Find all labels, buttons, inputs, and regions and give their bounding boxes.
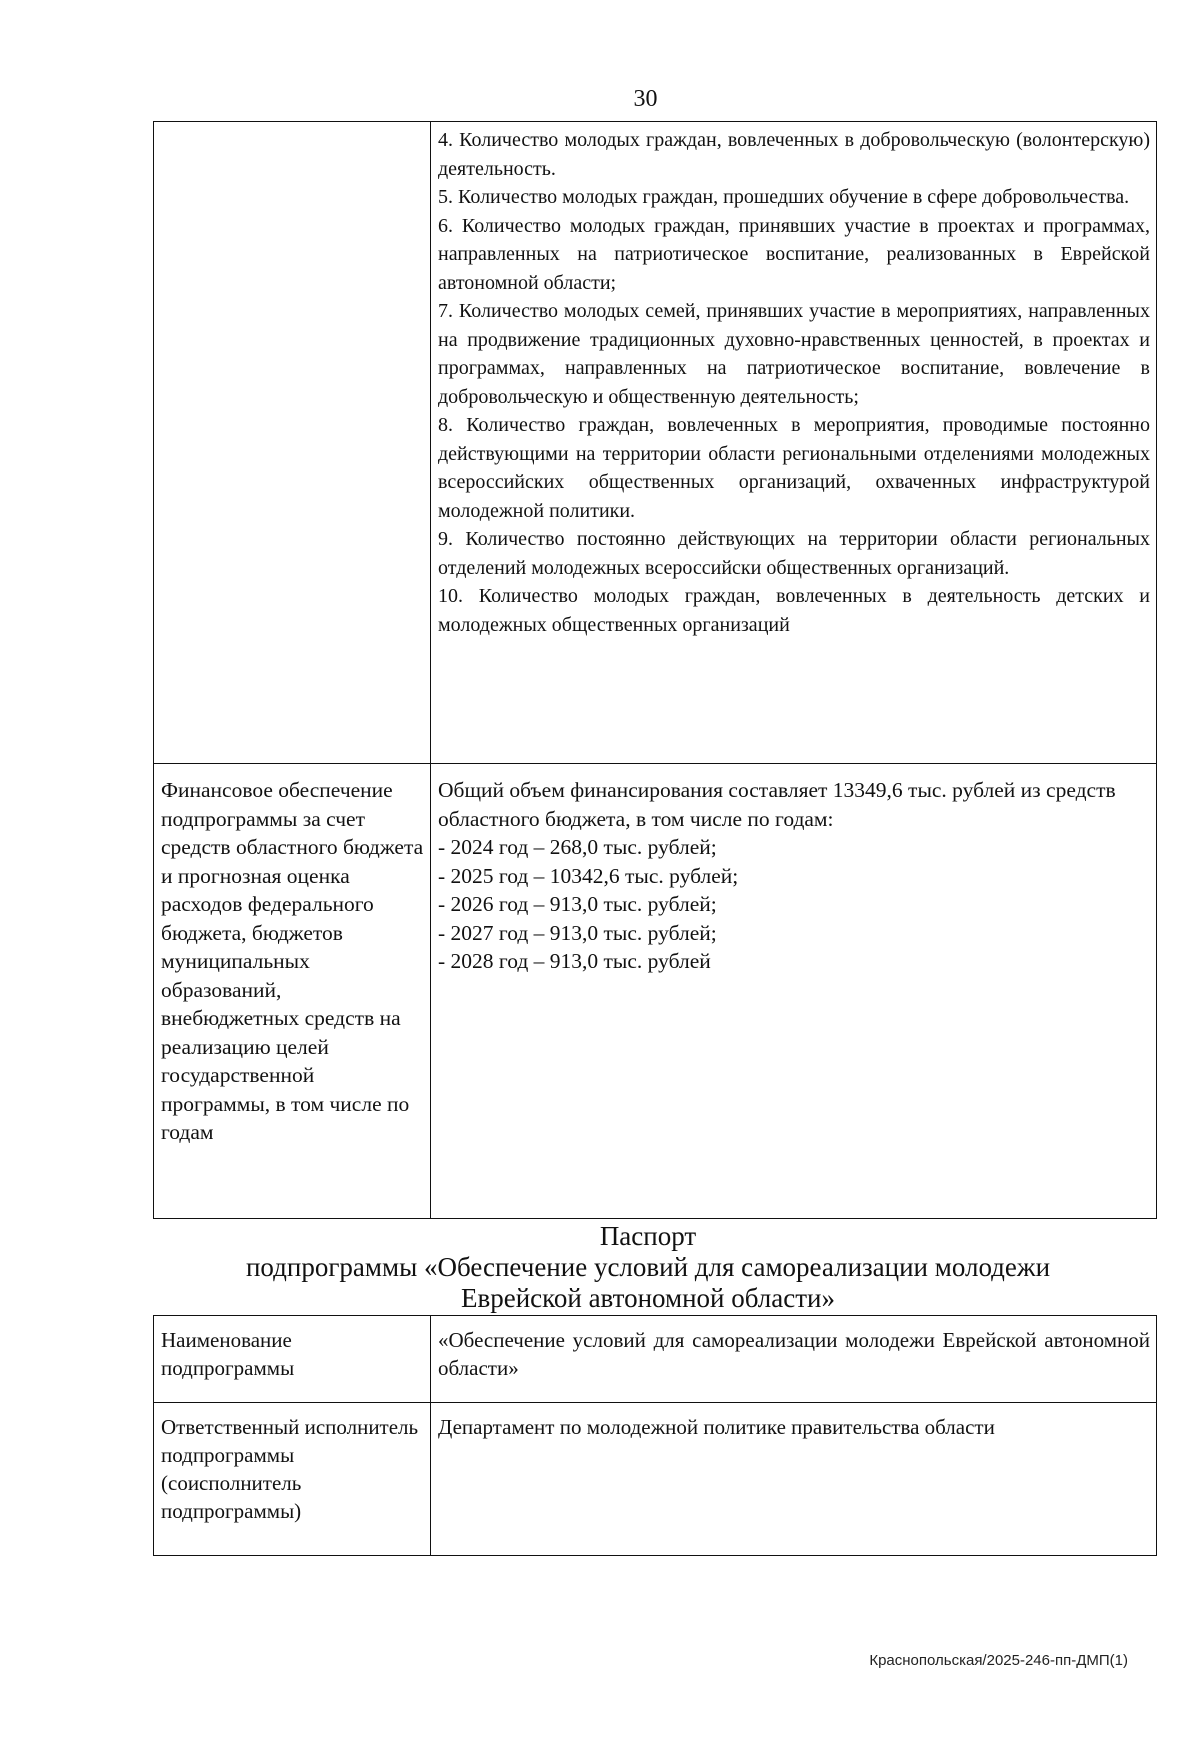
finance-year-2028: - 2028 год – 913,0 тыс. рублей bbox=[438, 949, 711, 973]
finance-intro: Общий объем финансирования составляет 13349,6 тыс. рублей из средств областного бюджета, в том числе по годам: bbox=[438, 778, 1116, 831]
finance-row bbox=[154, 764, 1157, 1219]
indicator-item: 7. Количество молодых семей, принявших участие в мероприятиях, направленных на продвижение традиционных духовно-нравственных ценностей, в проектах и программах, направленных на патриотическое воспитание, вовлечение в добровольческую и общественную деятельность; bbox=[438, 300, 1150, 408]
indicator-item: 10. Количество молодых граждан, вовлеченных в деятельность детских и молодежных общественных организаций bbox=[438, 585, 1150, 636]
indicator-item: 8. Количество граждан, вовлеченных в мероприятия, проводимые постоянно действующими на территории области региональными отделениями молодежных всероссийских общественных организаций, охваченных инфраструктурой молодежной политики. bbox=[438, 414, 1150, 522]
finance-year-2027: - 2027 год – 913,0 тыс. рублей; bbox=[438, 920, 717, 945]
finance-year-2024: - 2024 год – 268,0 тыс. рублей; bbox=[438, 835, 717, 859]
indicators-row bbox=[154, 122, 1157, 764]
indicator-item: 9. Количество постоянно действующих на территории области региональных отделений молодежных всероссийски общественных организаций. bbox=[438, 528, 1150, 579]
subprogram-passport-table bbox=[153, 1315, 1157, 1556]
responsible-label: Ответственный исполнитель подпрограммы (соисполнитель подпрограммы) bbox=[154, 1403, 431, 1556]
responsible-value: Департамент по молодежной политике правительства области bbox=[431, 1403, 1157, 1556]
subprogram-passport-table-continued bbox=[153, 121, 1157, 1219]
name-value: «Обеспечение условий для самореализации молодежи Еврейской автономной области» bbox=[431, 1316, 1157, 1403]
passport-heading bbox=[153, 1221, 1143, 1314]
name-label: Наименование подпрограммы bbox=[154, 1316, 431, 1403]
passport-title: Паспорт bbox=[599, 1221, 697, 1251]
finance-value bbox=[431, 764, 1157, 1219]
name-row bbox=[154, 1316, 1157, 1403]
passport-subtitle-line2: Еврейской автономной области» bbox=[460, 1283, 836, 1313]
finance-year-2025: - 2025 год – 10342,6 тыс. рублей; bbox=[438, 863, 739, 888]
passport-subtitle-line1: подпрограммы «Обеспечение условий для самореализации молодежи bbox=[245, 1252, 1051, 1282]
document-footer-code: Краснопольская/2025-246-пп-ДМП(1) bbox=[869, 1652, 1128, 1669]
finance-year-2026: - 2026 год – 913,0 тыс. рублей; bbox=[438, 892, 717, 916]
indicators-label-cell bbox=[154, 122, 431, 764]
finance-label: Финансовое обеспечение подпрограммы за счет средств областного бюджета и прогнозная оценка расходов федерального бюджета, бюджетов муниципальных образований, внебюджетных средств на реализацию целей государственной программы, в том числе по годам bbox=[154, 764, 431, 1219]
indicators-list-cell bbox=[431, 122, 1157, 764]
page-number: 30 bbox=[633, 86, 658, 112]
indicator-item: 5. Количество молодых граждан, прошедших обучение в сфере добровольчества. bbox=[438, 186, 1130, 208]
responsible-row bbox=[154, 1403, 1157, 1556]
indicator-item: 4. Количество молодых граждан, вовлеченных в добровольческую (волонтерскую) деятельность. bbox=[438, 129, 1150, 180]
indicator-item: 6. Количество молодых граждан, принявших участие в проектах и программах, направленных на патриотическое воспитание, реализованных в Еврейской автономной области; bbox=[438, 214, 1150, 294]
